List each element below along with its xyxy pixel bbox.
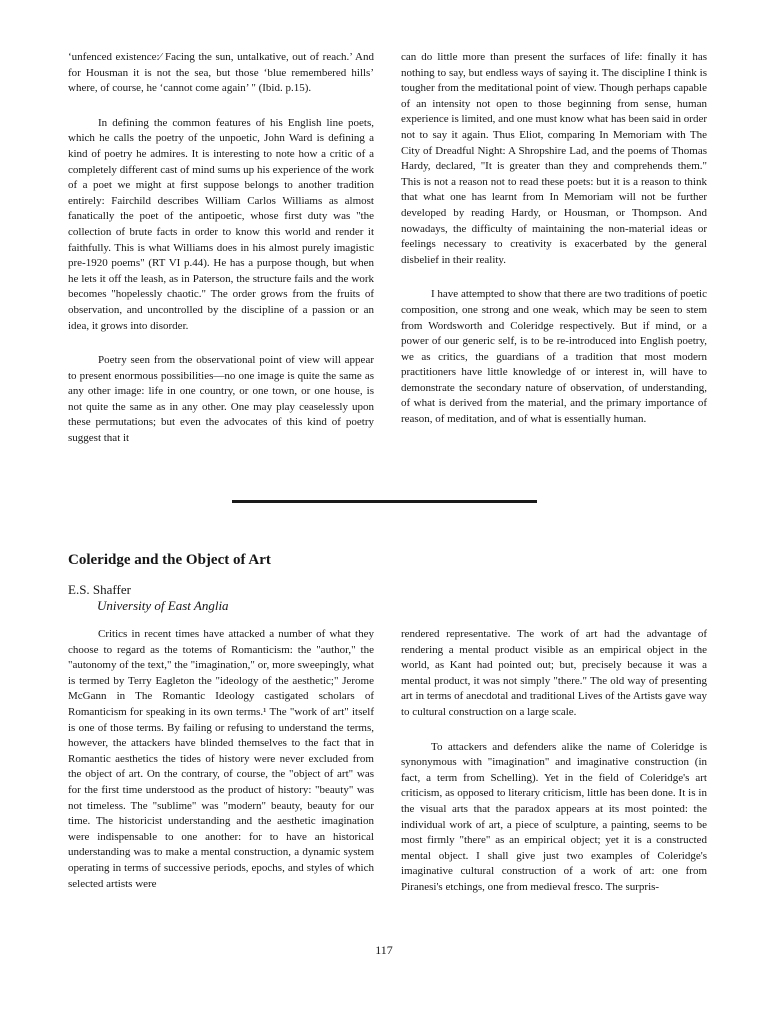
paragraph: rendered representative. The work of art had the advantage of rendering a mental product visible as an empirical object in the world, as Kant had pointed out; but, precisely because it was a mental product, it was not simply "there." The old way of presenting art in terms of anecdotal and traditional Lives of the Artists gave way to cultural construction on a large scale. <box>401 628 707 718</box>
section-divider <box>232 500 537 503</box>
paragraph: Critics in recent times have attacked a number of what they choose to regard as the totems of Romanticism: the "author," the "autonomy of the text," the "imagination," or, more sweepingly, what is termed by Terry Eagleton the "ideology of the aesthetic;" Jerome McGann in The Romantic Ideology castigated scholars of Romanticism for speaking in its own terms.¹ The "work of art" itself is one of those terms. By failing or refusing to understand the terms, however, the attackers have blinded themselves to the fact that in Romantic aesthetics the tides of history were never excluded from the object of art. On the contrary, of course, the "object of art" was for the first time understood as the product of history: "beauty" was not timeless. The "sublime" was "modern" beauty, beauty for our time. The historicist understanding and the aesthetic imagination were indispensable to one another: for to have an historical understanding was to make a mental construction, a dynamic system operating in terms of successive periods, epochs, and styles of which selected artists were <box>68 628 374 890</box>
column-bottom-right <box>401 627 707 896</box>
page-number: 117 <box>375 943 393 957</box>
paragraph: can do little more than present the surfaces of life: finally it has nothing to say, but endless ways of saying it. The discipline I think is tougher from the meditational point of view. Though perhaps capable of an intensity not open to those beginning from sense, human experience is limited, and one must know what has been said in order not to say it again. Thus Eliot, comparing In Memoriam with The City of Dreadful Night: A Shropshire Lad, and the poems of Thomas Hardy, declared, "It is greater than they and comprehends them." This is not a reason not to read these poets: but it is a reason to think that what one has learnt from In Memoriam will not be further developed by reading Hardy, or Housman, or Thompson. And nowadays, the difficulty of maintaining the non-material ideas or feelings necessary to creativity is exacerbated by the general disbelief in their reality. <box>401 51 707 266</box>
paragraph: I have attempted to show that there are two traditions of poetic composition, one strong and one weak, which may be seen to stem from Wordsworth and Coleridge respectively. But if mind, or a power of our generic self, is to be re-introduced into English poetry, we as critics, the guardians of a tradition that most modern practitioners have little knowledge of or interest in, will have to demonstrate the secondary nature of observation, of understanding, of what is derived from the material, and the primary importance of reason, of meditation, and of what is essentially human. <box>401 288 707 426</box>
article-title: Coleridge and the Object of Art <box>68 552 271 568</box>
column-top-left <box>68 50 374 447</box>
paragraph: In defining the common features of his English line poets, which he calls the poetry of the unpoetic, John Ward is defining a kind of poetry he admires. It is interesting to note how a critic of a completely different cast of mind sums up his experience of the work of a poet we might at first suppose belongs to another tradition entirely: Fairchild describes William Carlos Williams as almost fanatically the poet of the antipoetic, whose first duty was "the collection of brute facts in order to know this world and render it faithfully. This is what Williams does in his almost purely imagistic pre-1920 poems" (RT VI p.44). He has a purpose though, but when he lets it off the leash, as in Paterson, the structure fails and the work becomes "hopelessly chaotic." The order grows from the fruits of observation, and uncontrolled by the discipline of a passion or an idea, it grows into disorder. <box>68 116 374 332</box>
article-author: E.S. Shaffer <box>68 582 131 597</box>
paragraph: To attackers and defenders alike the name of Coleridge is synonymous with "imagination" and imaginative construction (in fact, a term from Schelling). Yet in the field of Coleridge's art criticism, as opposed to literary criticism, little has been done. It is in the visual arts that the paradox appears at its most pointed: the individual work of art, a piece of sculpture, a painting, seems to be most firmly "there" as an empirical object; yet it is a constructed mental object. I shall give just two examples of Coleridge's imaginative cultural construction of a work of art: one from Piranesi's etchings, one from medieval fresco. The surpris- <box>401 740 707 893</box>
column-top-right <box>401 50 707 428</box>
author-affiliation: University of East Anglia <box>97 598 229 613</box>
paragraph: ‘unfenced existence:⁄ Facing the sun, untalkative, out of reach.’ And for Housman it is not the sea, but those ‘blue remembered hills’ where, of course, he ‘cannot come again’ " (Ibid. p.15). <box>68 51 374 95</box>
paragraph: Poetry seen from the observational point of view will appear to present enormous possibilities—no one image is quite the same as any other image: life in one country, or one town, or one house, is not quite the same as in any other. One may play ceaselessly upon these permutations; but even the advocates of this kind of poetry suggest that it <box>68 354 374 445</box>
column-bottom-left <box>68 627 374 892</box>
